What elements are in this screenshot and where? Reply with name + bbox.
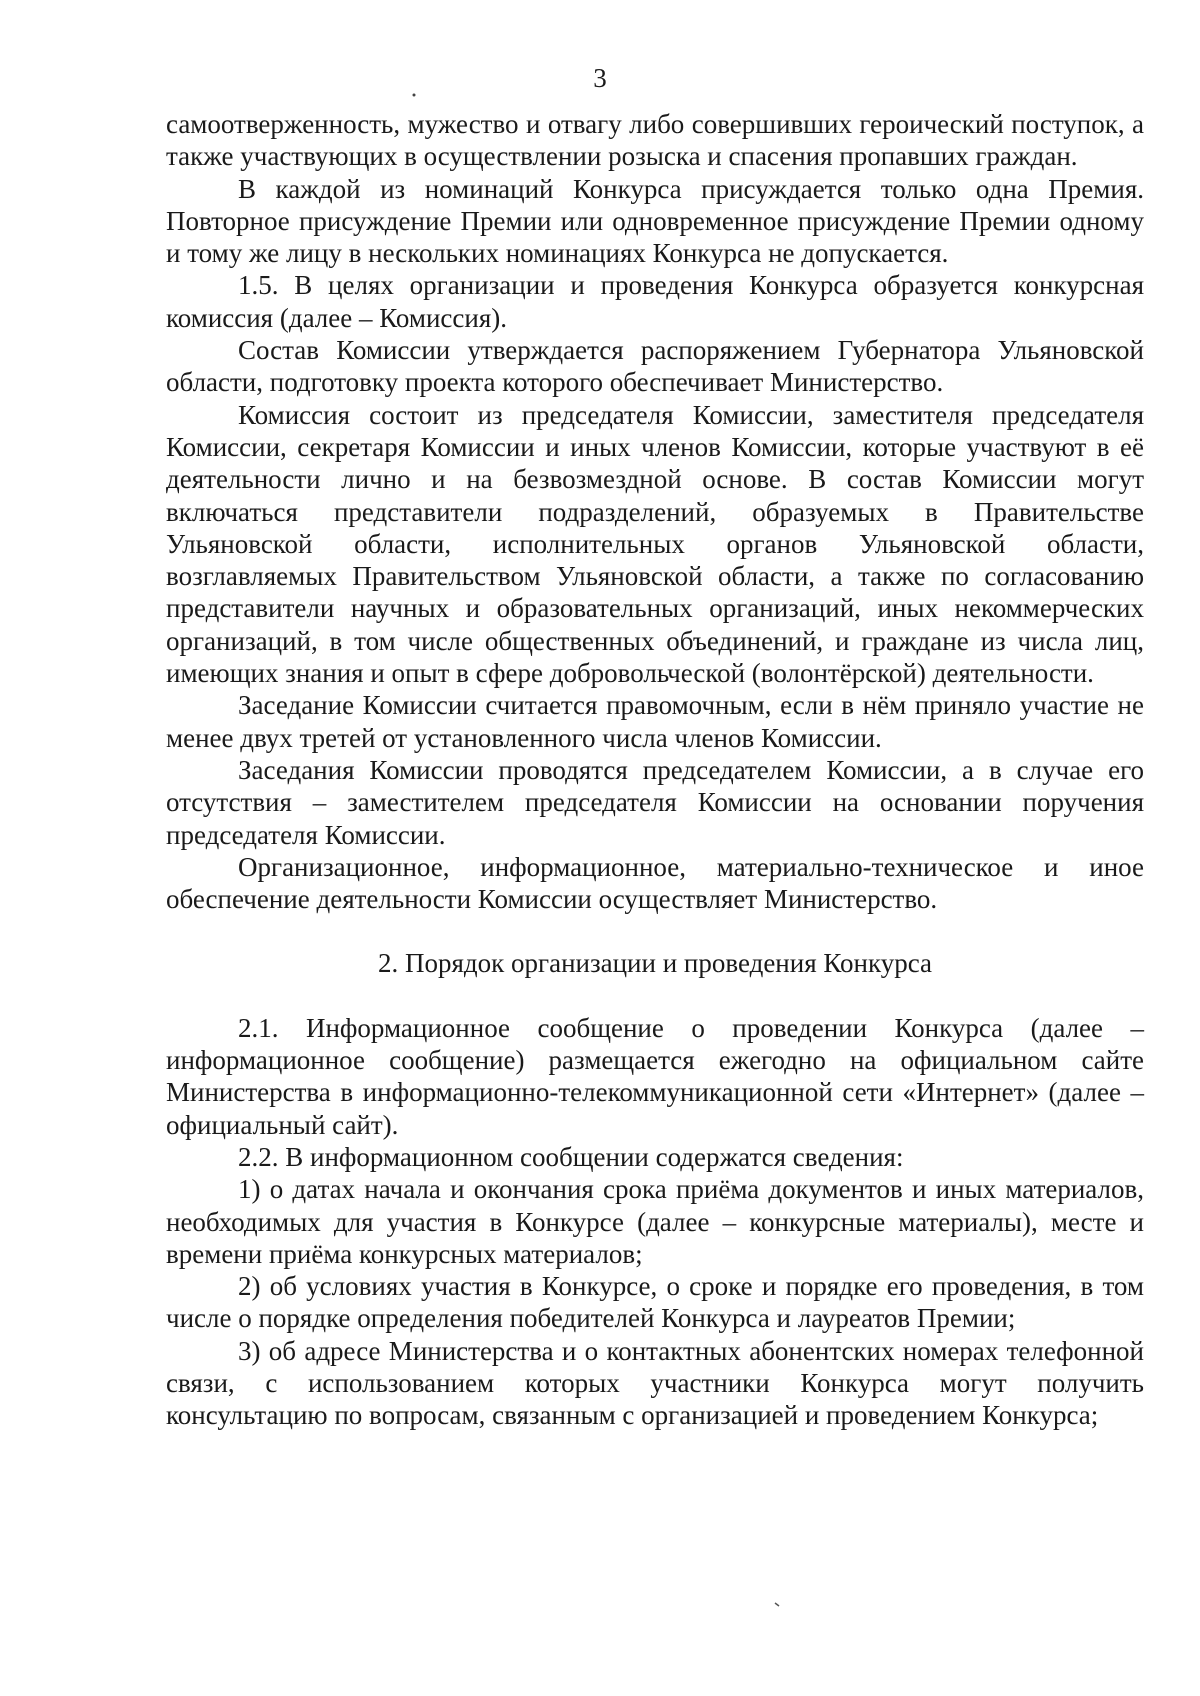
- page-number: 3: [593, 63, 607, 93]
- paragraphs-after-section: [166, 1012, 1144, 1432]
- paragraph: 2.1. Информационное сообщение о проведении Конкурса (далее – информационное сообщение) размещается ежегодно на официальном сайте Министерства в информационно-телекоммуникационной сети «Интернет» (далее – официальный сайт).: [166, 1012, 1144, 1140]
- paragraph: В каждой из номинаций Конкурса присуждается только одна Премия. Повторное присуждение Премии или одновременное присуждение Премии одному и тому же лицу в нескольких номинациях Конкурса не допускается.: [166, 173, 1144, 269]
- paragraph: Организационное, информационное, материально-техническое и иное обеспечение деятельности Комиссии осуществляет Министерство.: [166, 851, 1144, 915]
- paragraph: 2.2. В информационном сообщении содержатся сведения:: [238, 1141, 904, 1172]
- paragraph: Заседания Комиссии проводятся председателем Комиссии, а в случае его отсутствия – заместителем председателя Комиссии на основании поручения председателя Комиссии.: [166, 754, 1144, 850]
- section-heading: 2. Порядок организации и проведения Конкурса: [377, 948, 933, 979]
- document-body: [166, 108, 1144, 1432]
- paragraph: 2) об условиях участия в Конкурсе, о сроке и порядке его проведения, в том числе о порядке определения победителей Конкурса и лауреатов Премии;: [166, 1271, 1144, 1334]
- paragraph: Состав Комиссии утверждается распоряжением Губернатора Ульяновской области, подготовку проекта которого обеспечивает Министерство.: [166, 335, 1144, 398]
- paragraphs-before-section: [166, 108, 1144, 915]
- paragraph: Заседание Комиссии считается правомочным, если в нём приняло участие не менее двух третей от установленного числа членов Комиссии.: [166, 690, 1144, 753]
- paragraph: 1) о датах начала и окончания срока приёма документов и иных материалов, необходимых для участия в Конкурсе (далее – конкурсные материалы), месте и времени приёма конкурсных материалов;: [166, 1174, 1144, 1269]
- paragraph: 3) об адресе Министерства и о контактных абонентских номерах телефонной связи, с использованием которых участники Конкурса могут получить консультацию по вопросам, связанным с организацией и проведением Конкурса;: [166, 1335, 1144, 1431]
- paragraph: Комиссия состоит из председателя Комиссии, заместителя председателя Комиссии, секретаря Комиссии и иных членов Комиссии, которые участвуют в её деятельности лично и на безвозмездной основе. В состав Комиссии могут включаться представители подразделений, образуемых в Правительстве Ульяновской области, исполнительных органов Ульяновской области, возглавляемых Правительством Ульяновской области, а также по согласованию представители научных и образовательных организаций, иных некоммерческих организаций, в том числе общественных объединений, и граждане из числа лиц, имеющих знания и опыт в сфере добровольческой (волонтёрской) деятельности.: [166, 399, 1144, 689]
- scan-speck: [775, 1603, 779, 1606]
- paragraph: 1.5. В целях организации и проведения Конкурса образуется конкурсная комиссия (далее – Комиссия).: [166, 270, 1144, 333]
- paragraph: самоотверженность, мужество и отвагу либо совершивших героический поступок, а также участвующих в осуществлении розыска и спасения пропавших граждан.: [166, 109, 1144, 172]
